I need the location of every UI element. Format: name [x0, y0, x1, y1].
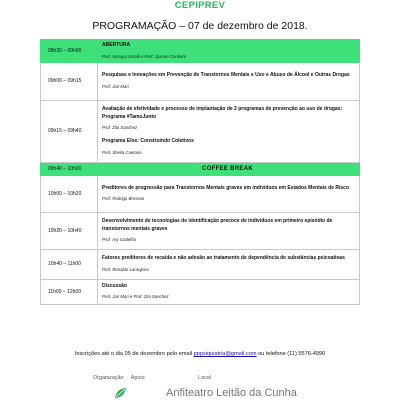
activity-block	[102, 42, 353, 60]
activity-block	[102, 185, 353, 203]
registration-suffix: ou telefone (11) 5576-4990	[256, 351, 326, 357]
local-label: Local	[198, 375, 211, 381]
activity-cell	[98, 212, 360, 249]
activity-cell	[98, 100, 360, 162]
venue-name: Anfiteatro Leitão da Cunha	[166, 387, 297, 399]
activity-speaker: Prof. Zila Sanchez	[102, 125, 138, 131]
activity-title: Avaliação de efetividade e processo de implantação de 2 programas de prevenção ao uso de drogas: Programa #TamoJunto	[102, 106, 343, 120]
activity-speaker: Prof. Jair Mari e Prof. Zila Sanchez	[102, 294, 169, 300]
schedule-row	[41, 62, 360, 100]
activity-block	[102, 138, 353, 156]
activity-cell	[98, 62, 360, 100]
activity-block	[102, 255, 353, 273]
activity-speaker: Prof. Sheila Caetano	[102, 149, 142, 155]
activity-speaker: Prof. Sonaya Smaili e Prof. Quirino Cordeiro	[102, 53, 187, 59]
support-label: Apoio	[130, 375, 145, 381]
time-cell: 08h30 – 09h00	[41, 40, 98, 63]
schedule-row	[41, 279, 360, 304]
time-cell: 11h00 – 12h00	[41, 279, 98, 304]
schedule-row	[41, 40, 360, 63]
activity-cell	[98, 249, 360, 279]
activity-speaker: Prof. Ary Gadelha	[102, 237, 136, 243]
schedule-row	[41, 162, 360, 175]
footer-labels	[93, 375, 217, 381]
registration-email-link[interactable]: pppsiquiatria@gmail.com	[193, 351, 257, 357]
schedule-row	[41, 249, 360, 279]
activity-block	[102, 106, 353, 131]
time-cell: 10h00 – 10h20	[41, 175, 98, 212]
time-cell: 09h00 – 09h15	[41, 62, 98, 100]
activity-speaker: Prof. Rodrigo Bressan	[102, 196, 145, 202]
activity-title: ABERTURA	[102, 42, 131, 48]
schedule-row	[41, 212, 360, 249]
activity-title: Fatores preditores de recaída e não adesão ao tratamento de dependência de substâncias psicoativas	[102, 255, 345, 262]
page-title: PROGRAMAÇÃO – 07 de dezembro de 2018.	[92, 20, 308, 32]
registration-prefix: Inscrições até o dia 05 de dezembro pelo email	[74, 351, 194, 357]
time-cell: 10h20 – 10h40	[41, 212, 98, 249]
schedule-row	[41, 175, 360, 212]
registration-line	[0, 351, 400, 357]
activity-block	[102, 218, 353, 243]
activity-title: Preditores de progressão para Transtornos Mentais graves em indivíduos em Estados Mentais de Risco	[102, 184, 350, 191]
activity-cell	[98, 162, 360, 175]
activity-block	[102, 72, 353, 90]
coffee-break-title: COFFEE BREAK	[202, 165, 253, 172]
brand-title: CEPIPREV	[174, 0, 226, 11]
activity-title: Discussão	[102, 282, 128, 289]
time-cell: 09h15 – 09h40	[41, 100, 98, 162]
activity-speaker: Prof. Ronaldo Laranjeira	[102, 266, 149, 272]
schedule-row	[41, 100, 360, 162]
time-cell: 10h40 – 11h00	[41, 249, 98, 279]
activity-title: Pesquisas e Inovações em Prevenção de Transtornos Mentais e Uso e Abuso de Álcool e Outras Drogas	[102, 72, 350, 79]
activity-cell	[98, 279, 360, 304]
time-cell: 09h40 – 10h00	[41, 162, 98, 175]
activity-title: Desenvolvimento de tecnologias de identificação precoce de indivíduos em primeiro episódio de transtornos mentais graves	[102, 218, 333, 232]
organization-label: Organização	[93, 375, 124, 381]
activity-title: Programa Elos: Construindo Coletivos	[102, 138, 194, 145]
activity-speaker: Prof. Jair Mari	[102, 83, 129, 89]
activity-cell	[98, 175, 360, 212]
activity-block	[102, 283, 353, 301]
activity-cell	[98, 40, 360, 63]
leaf-logo-icon	[113, 386, 127, 400]
schedule-table	[40, 39, 360, 305]
